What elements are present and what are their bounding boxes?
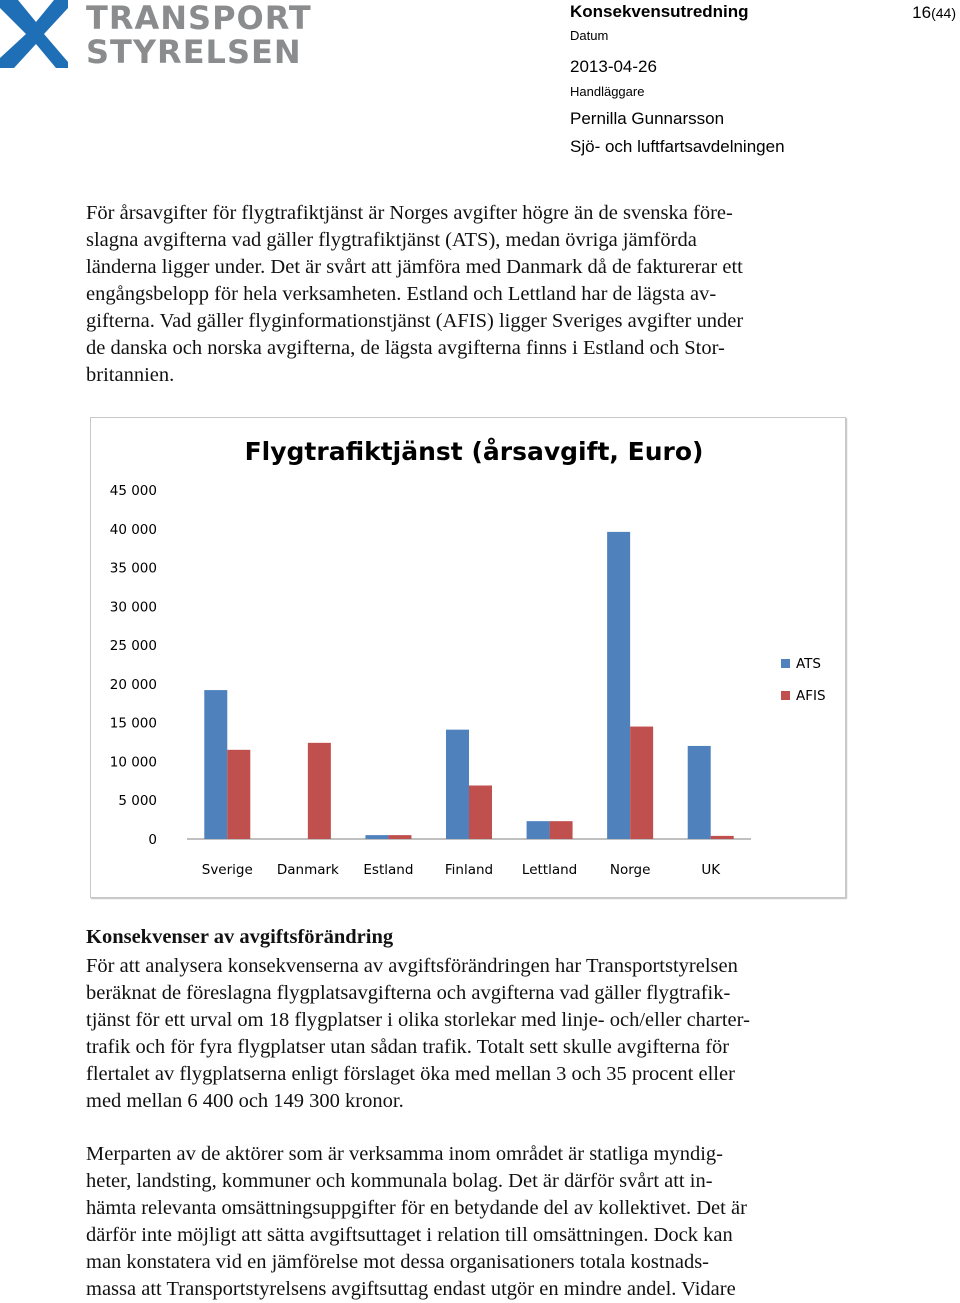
y-tick-label: 35 000 (109, 560, 157, 577)
x-tick-label: Norge (609, 862, 651, 878)
bar-ats-finland (446, 730, 469, 839)
text-line: För att analysera konsekvenserna av avgiftsförändringen har Transportstyrelsen (86, 955, 738, 977)
final-paragraph (86, 1141, 846, 1303)
text-line: därför inte möjligt att sätta avgiftsuttaget i relation till omsättningen. Dock kan (86, 1224, 733, 1246)
page-total: (44) (931, 5, 956, 21)
page-number (912, 3, 956, 23)
x-tick-label: Sverige (201, 862, 253, 878)
text-line: tjänst för ett urval om 18 flygplatser i olika storlekar med linje- och/eller charter- (86, 1009, 750, 1031)
y-tick-label: 30 000 (109, 599, 157, 616)
text-line: länderna ligger under. Det är svårt att jämföra med Danmark då de fakturerar ett (86, 256, 743, 278)
bar-afis-uk (711, 836, 734, 839)
legend-label: AFIS (796, 688, 826, 704)
bar-chart (90, 417, 846, 898)
text-line: man konstatera vid en jämförelse mot dessa organisationers totala kostnads- (86, 1251, 709, 1273)
x-tick-label: Finland (444, 862, 494, 878)
y-tick-label: 25 000 (109, 638, 157, 655)
text-line: För årsavgifter för flygtrafiktjänst är Norges avgifter högre än de svenska före- (86, 202, 733, 224)
bar-afis-danmark (308, 743, 331, 839)
y-tick-label: 45 000 (109, 483, 157, 499)
legend-swatch (781, 659, 790, 668)
bar-afis-finland (469, 785, 492, 839)
bar-afis-sverige (227, 750, 250, 839)
y-tick-label: 15 000 (109, 715, 157, 732)
text-line: trafik och för fyra flygplatser utan sådan trafik. Totalt sett skulle avgifterna för (86, 1036, 730, 1058)
transportstyrelsen-logo (0, 0, 312, 72)
document-type: Konsekvensutredning (570, 2, 749, 21)
date-value: 2013-04-26 (570, 57, 657, 76)
legend-swatch (781, 691, 790, 700)
text-line: Merparten av de aktörer som är verksamma inom området är statliga myndig- (86, 1143, 723, 1165)
intro-paragraph (86, 200, 846, 389)
handler-value: Pernilla Gunnarsson (570, 109, 725, 128)
bar-ats-lettland (527, 821, 550, 839)
x-tick-label: Lettland (521, 862, 578, 878)
bar-ats-sverige (204, 690, 227, 839)
text-line: engångsbelopp för hela verksamheten. Estland och Lettland har de lägsta av- (86, 283, 717, 305)
bar-ats-norge (607, 532, 630, 839)
text-line: hämta relevanta omsättningsuppgifter för en betydande del av kollektivet. Det är (86, 1197, 747, 1219)
logo-text-line2: STYRELSEN (86, 33, 302, 71)
text-line: gifterna. Vad gäller flyginformationstjänst (AFIS) ligger Sveriges avgifter under (86, 310, 744, 332)
logo-text-line1: TRANSPORT (86, 0, 312, 37)
x-tick-label: Danmark (276, 862, 339, 878)
x-tick-label: Estland (363, 862, 414, 878)
section-paragraph (86, 953, 846, 1115)
handler-label: Handläggare (570, 84, 645, 99)
y-tick-label: 0 (148, 832, 157, 848)
text-line: massa att Transportstyrelsens avgiftsuttag endast utgör en mindre andel. Vidare (86, 1278, 736, 1300)
text-line: med mellan 6 400 och 149 300 kronor. (86, 1090, 404, 1112)
chart-canvas (91, 418, 845, 897)
y-tick-label: 20 000 (109, 676, 157, 693)
chart-title: Flygtrafiktjänst (årsavgift, Euro) (244, 437, 704, 466)
bar-ats-uk (688, 746, 711, 839)
department: Sjö- och luftfartsavdelningen (570, 137, 785, 156)
bar-afis-estland (388, 835, 411, 839)
y-tick-label: 5 000 (118, 793, 157, 810)
bar-afis-norge (630, 727, 653, 839)
text-line: beräknat de föreslagna flygplatsavgifterna och avgifterna vad gäller flygtrafik- (86, 982, 731, 1004)
text-line: flertalet av flygplatserna enligt förslaget öka med mellan 3 och 35 procent eller (86, 1063, 735, 1085)
text-line: britannien. (86, 364, 175, 386)
legend-label: ATS (796, 656, 822, 672)
bar-ats-estland (365, 835, 388, 839)
text-line: slagna avgifterna vad gäller flygtrafiktjänst (ATS), medan övriga jämförda (86, 229, 697, 251)
y-tick-label: 40 000 (109, 521, 157, 538)
y-tick-label: 10 000 (109, 754, 157, 771)
page-current: 16 (912, 3, 932, 22)
text-line: de danska och norska avgifterna, de lägsta avgifterna finns i Estland och Stor- (86, 337, 725, 359)
section-heading: Konsekvenser av avgiftsförändring (86, 926, 394, 948)
logo-mark-icon (0, 0, 72, 72)
bar-afis-lettland (550, 821, 573, 839)
date-label: Datum (570, 28, 609, 43)
text-line: heter, landsting, kommuner och kommunala bolag. Det är därför svårt att in- (86, 1170, 713, 1192)
x-tick-label: UK (701, 862, 721, 878)
